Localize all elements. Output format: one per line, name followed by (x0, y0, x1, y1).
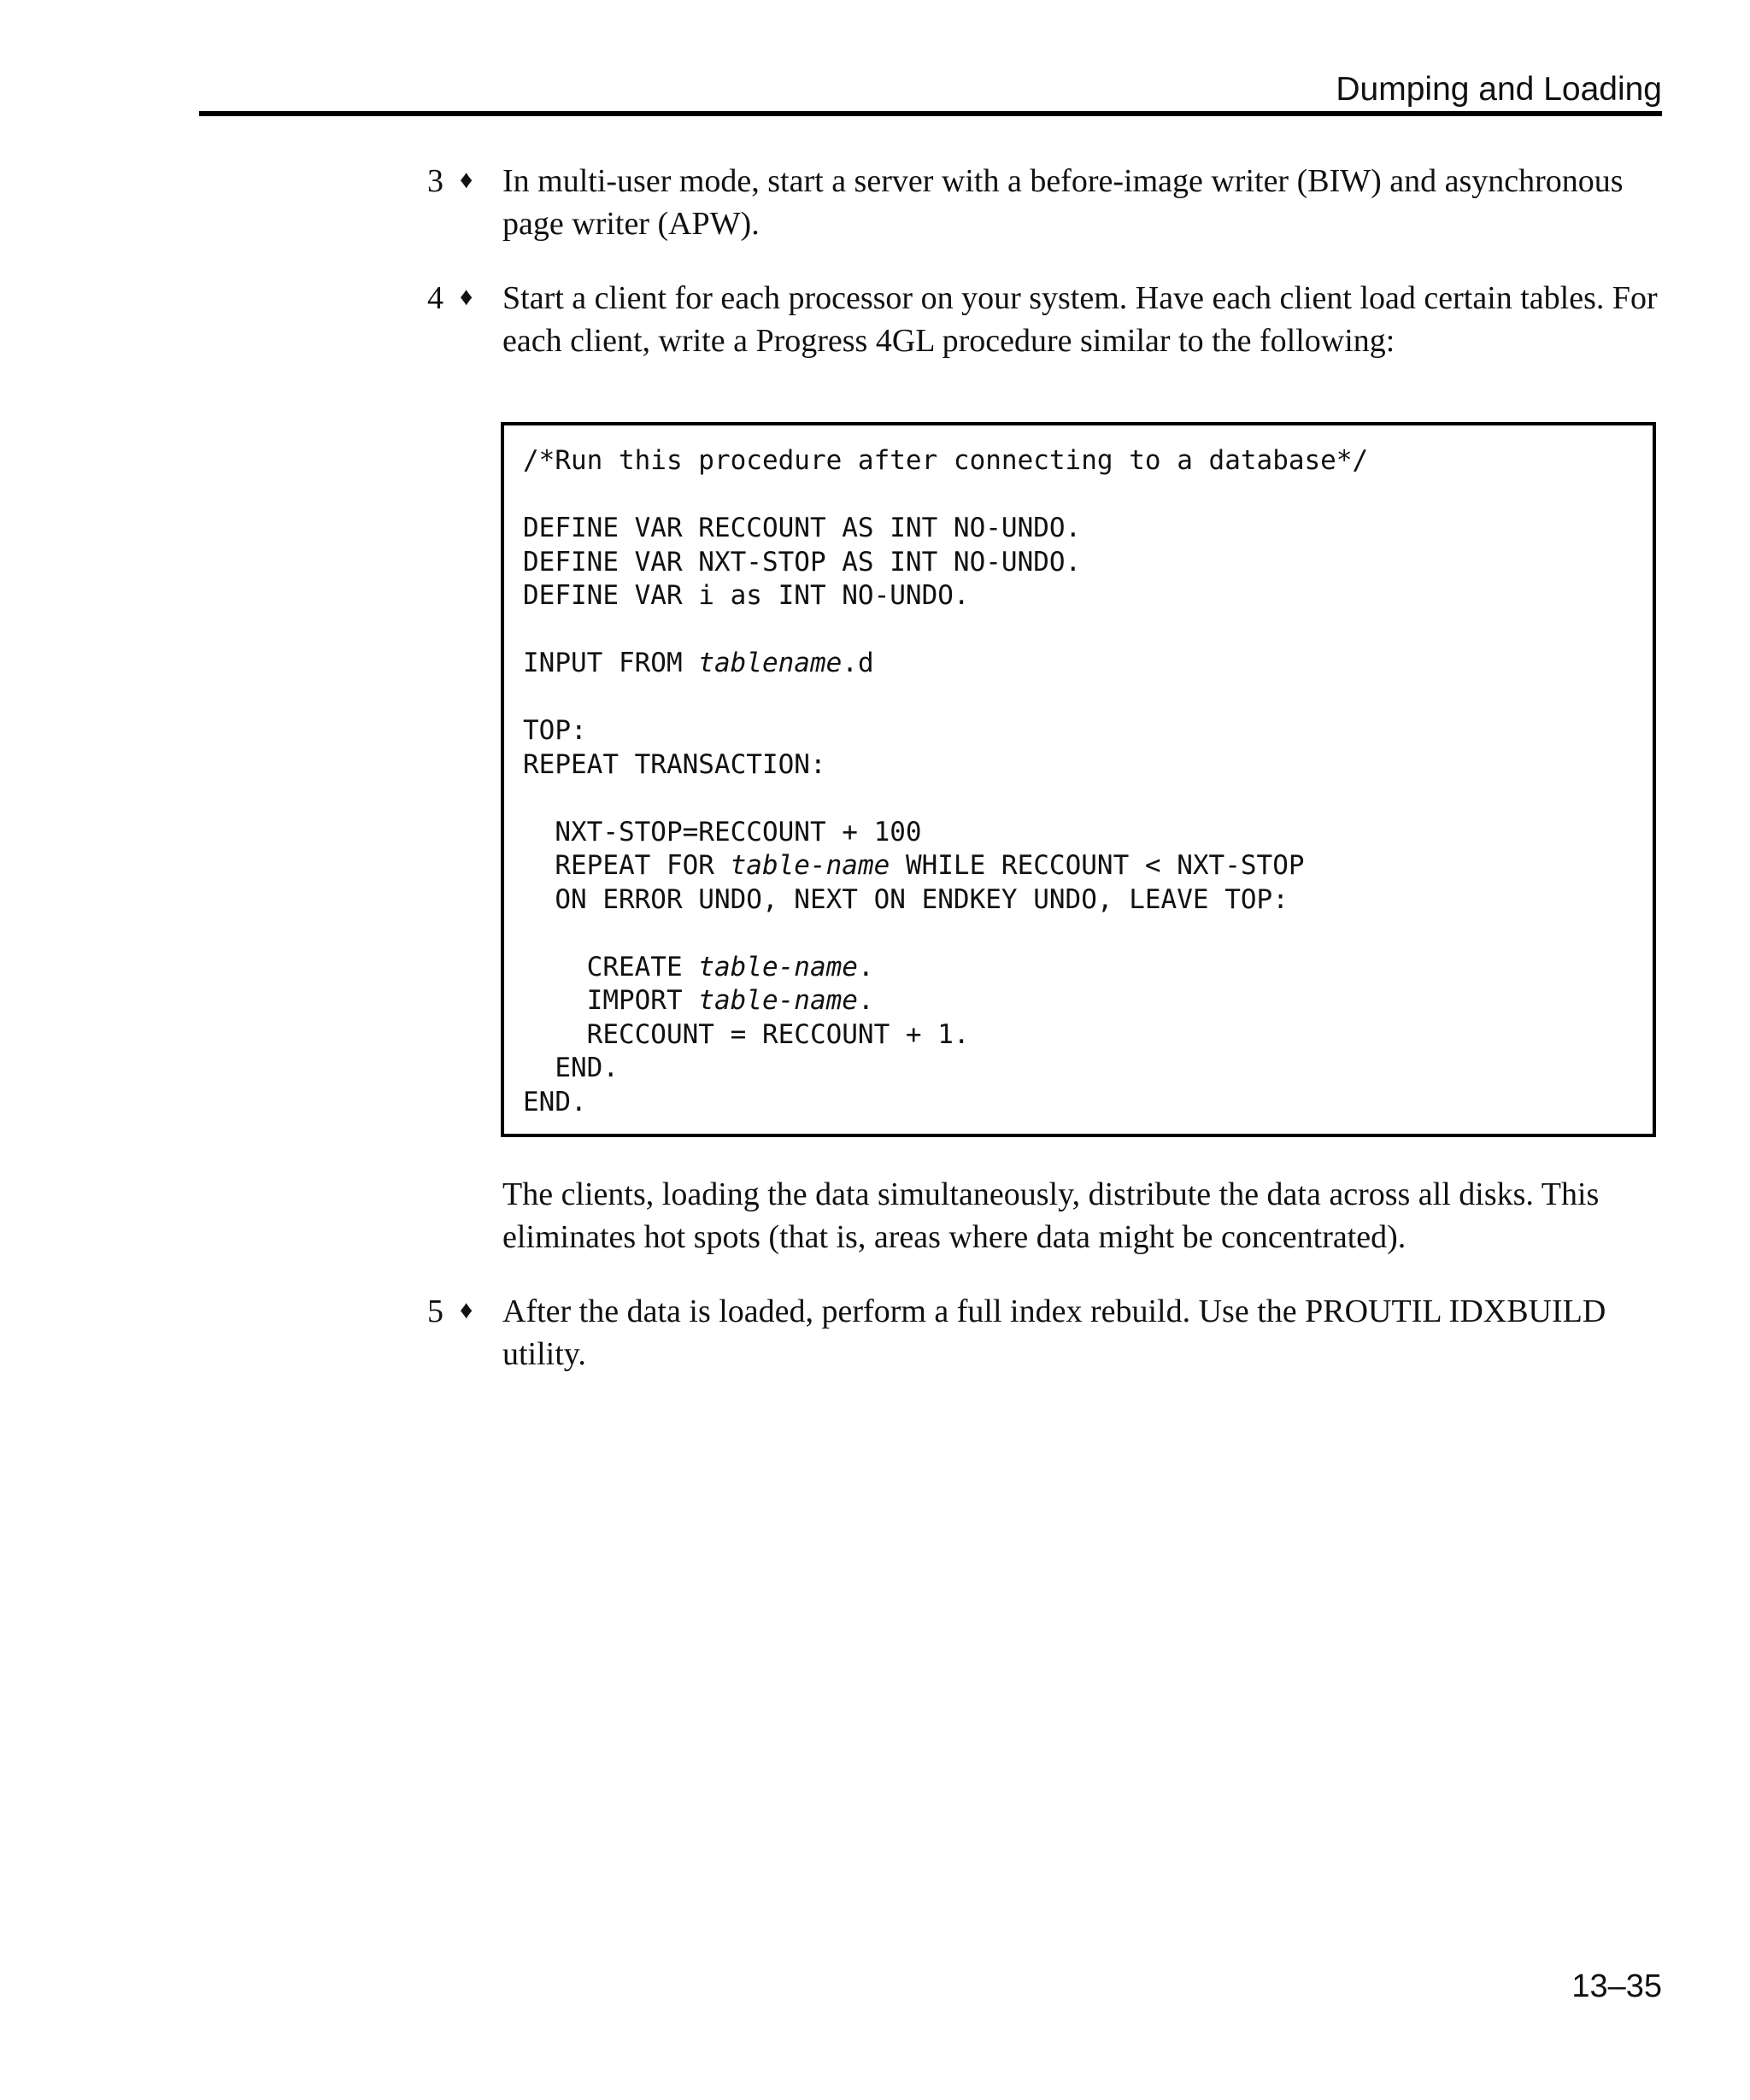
code-placeholder: table-name (730, 850, 890, 881)
step-number: 4 (427, 280, 443, 316)
header-rule (199, 111, 1662, 116)
code-line (523, 478, 1635, 513)
step-text: After the data is loaded, perform a full index rebuild. Use the PROUTIL IDXBUILD utility. (502, 1293, 1606, 1372)
code-line: REPEAT TRANSACTION: (523, 748, 826, 780)
code-line: /*Run this procedure after connecting to a database*/ (523, 445, 1369, 476)
code-line: DEFINE VAR RECCOUNT AS INT NO-UNDO. (523, 513, 1082, 543)
step-number: 5 (427, 1293, 443, 1329)
code-line: END. (523, 1053, 619, 1083)
diamond-bullet-icon: ♦ (460, 1296, 473, 1324)
step-3 (427, 160, 1662, 245)
page-number: 13–35 (1571, 1968, 1662, 2004)
step-number: 3 (427, 163, 443, 199)
code-line-italic: CREATE table-name. (523, 951, 874, 983)
code-line-italic: IMPORT table-name. (523, 985, 874, 1016)
code-line: ON ERROR UNDO, NEXT ON ENDKEY UNDO, LEAVE TOP: (523, 883, 1289, 915)
code-line (523, 681, 1635, 715)
code-line-italic: REPEAT FOR table-name WHILE RECCOUNT < NXT-STOP (523, 850, 1305, 881)
code-line: RECCOUNT = RECCOUNT + 1. (523, 1018, 970, 1050)
code-line: END. (523, 1086, 587, 1117)
code-line: TOP: (523, 715, 587, 746)
step-5 (427, 1290, 1662, 1376)
code-placeholder: table-name (698, 951, 858, 983)
code-line (523, 613, 1635, 648)
running-head-title: Dumping and Loading (1336, 71, 1662, 108)
code-placeholder: table-name (698, 985, 858, 1016)
step-text: In multi-user mode, start a server with a before-image writer (BIW) and asynchronous page writer (APW). (502, 163, 1624, 242)
step-text: Start a client for each processor on your system. Have each client load certain tables. For each client, write a Progress 4GL procedure similar to the following: (502, 280, 1658, 359)
code-line (523, 917, 1635, 951)
code-line: NXT-STOP=RECCOUNT + 100 (523, 816, 922, 848)
step-4 (427, 277, 1662, 362)
code-line: DEFINE VAR NXT-STOP AS INT NO-UNDO. (523, 546, 1082, 578)
code-line-italic: INPUT FROM tablename.d (523, 648, 874, 678)
code-line: DEFINE VAR i as INT NO-UNDO. (523, 580, 970, 611)
diamond-bullet-icon: ♦ (460, 166, 473, 194)
code-example-box (501, 422, 1656, 1137)
code-line (523, 782, 1635, 816)
code-placeholder: tablename (698, 648, 843, 678)
diamond-bullet-icon: ♦ (460, 283, 473, 311)
after-code-paragraph: The clients, loading the data simultaneously, distribute the data across all disks. This eliminates hot spots (that is, areas where data might be concentrated). (502, 1176, 1600, 1255)
